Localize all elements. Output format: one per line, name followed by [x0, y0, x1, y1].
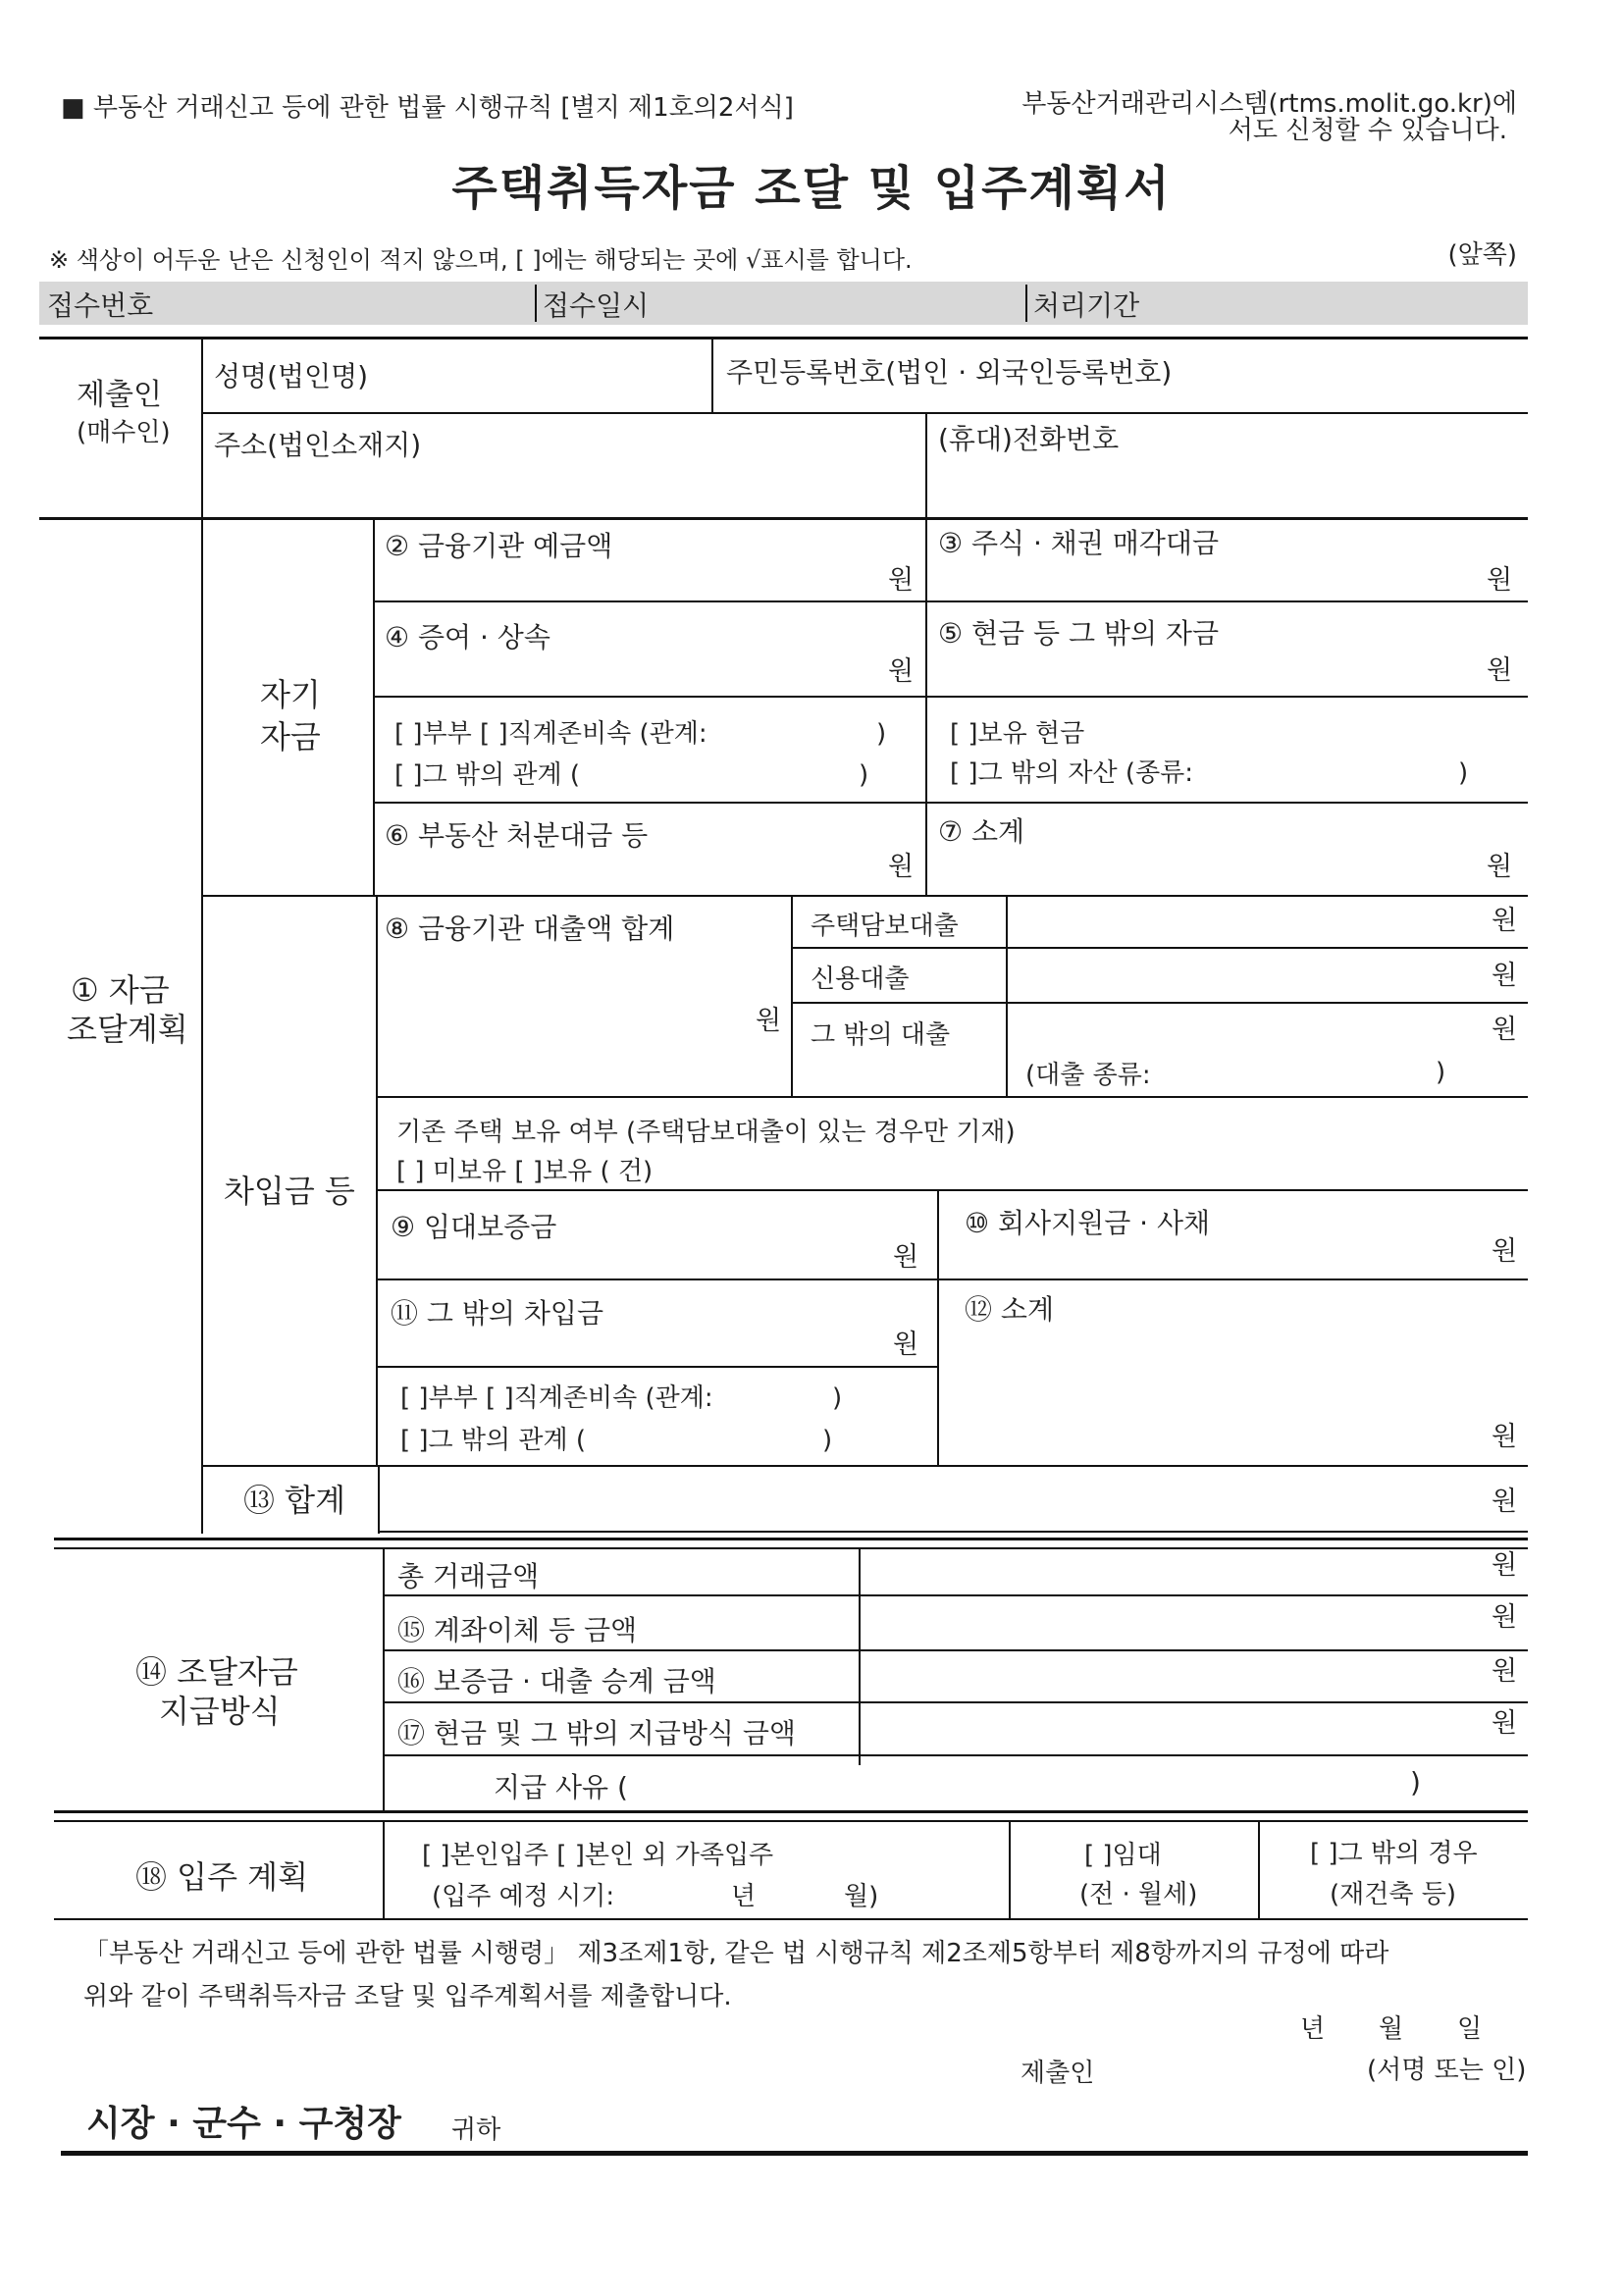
deposit-field[interactable]: ② 금융기관 예금액 [385, 530, 613, 562]
gift-relation-line2[interactable]: [ ]그 밖의 관계 ( [394, 760, 581, 790]
unit-label: 원 [1492, 1602, 1518, 1633]
unit-label: 원 [1492, 1550, 1518, 1581]
unit-label: 원 [1492, 1236, 1518, 1267]
date-month-label: 월 [1379, 2014, 1404, 2044]
company-support-field[interactable]: ⑩ 회사지원금 · 사채 [965, 1207, 1211, 1239]
own-funds-label-line1: 자기 [260, 676, 321, 713]
borrow-relation-line1[interactable]: [ ]부부 [ ]직계존비속 (관계: [400, 1383, 713, 1413]
online-notice-line2: 서도 신청할 수 있습니다. [1228, 116, 1507, 145]
cash-type-line1[interactable]: [ ]보유 현금 [950, 719, 1085, 749]
transfer-amount-label: ⑮ 계좌이체 등 금액 [397, 1614, 638, 1646]
existing-house-options[interactable]: [ ] 미보유 [ ]보유 ( 건) [396, 1157, 654, 1186]
unit-label: 원 [893, 1330, 919, 1360]
total-transaction-label: 총 거래금액 [397, 1560, 540, 1592]
payment-method-label-line1: ⑭ 조달자금 [135, 1653, 298, 1691]
bracket-close: ) [832, 1383, 843, 1413]
declaration-line2: 위와 같이 주택취득자금 조달 및 입주계획서를 제출합니다. [83, 1982, 732, 2011]
unit-label: 원 [756, 1006, 782, 1036]
applicant-id-field[interactable]: 주민등록번호(법인 · 외국인등록번호) [726, 356, 1173, 389]
move-in-date-field[interactable]: (입주 예정 시기: [432, 1882, 615, 1911]
own-subtotal-field[interactable]: ⑦ 소계 [938, 815, 1025, 848]
lease-option[interactable]: [ ]임대 [1084, 1841, 1162, 1870]
honorific-label: 귀하 [451, 2115, 501, 2145]
unit-label: 원 [1487, 852, 1513, 882]
funding-total-label: ⑬ 합계 [243, 1482, 345, 1519]
move-in-self-option[interactable]: [ ]본인입주 [ ]본인 외 가족입주 [422, 1841, 774, 1870]
receipt-number-label: 접수번호 [47, 289, 154, 322]
funding-plan-label-line2: 조달계획 [67, 1011, 188, 1048]
applicant-name-field[interactable]: 성명(법인명) [214, 360, 369, 392]
applicant-phone-field[interactable]: (휴대)전화번호 [938, 423, 1120, 455]
payment-reason-field[interactable]: 지급 사유 ( [494, 1771, 628, 1803]
stocks-field[interactable]: ③ 주식 · 채권 매각대금 [938, 527, 1219, 559]
unit-label: 원 [1487, 655, 1513, 686]
unit-label: 원 [1492, 961, 1518, 991]
deposit-loan-succession-label: ⑯ 보증금 · 대출 승계 금액 [397, 1665, 716, 1697]
bracket-close: ) [1410, 1766, 1421, 1799]
loan-kind-field[interactable]: (대출 종류: [1025, 1061, 1151, 1090]
unit-label: 원 [893, 1242, 919, 1273]
unit-label: 원 [1492, 1708, 1518, 1739]
borrow-relation-line2[interactable]: [ ]그 밖의 관계 ( [400, 1426, 587, 1455]
own-funds-label-line2: 자금 [260, 718, 321, 756]
move-in-year-label: 년 [731, 1882, 757, 1911]
other-case-option[interactable]: [ ]그 밖의 경우 [1310, 1839, 1478, 1868]
receipt-date-label: 접수일시 [543, 289, 650, 322]
mortgage-loan-label: 주택담보대출 [811, 912, 959, 941]
lease-deposit-field[interactable]: ⑨ 임대보증금 [391, 1211, 557, 1243]
date-day-label: 일 [1457, 2014, 1483, 2044]
cash-type-line2[interactable]: [ ]그 밖의 자산 (종류: [950, 758, 1194, 788]
unit-label: 원 [888, 852, 915, 882]
bracket-close: ) [876, 719, 887, 749]
funding-plan-label-line1: ① 자금 [71, 971, 170, 1009]
applicant-address-field[interactable]: 주소(법인소재지) [214, 429, 422, 461]
unit-label: 원 [1492, 1422, 1518, 1452]
applicant-label: 제출인 [77, 378, 162, 412]
applicant-sublabel: (매수인) [77, 418, 171, 447]
online-notice-line1: 부동산거래관리시스템(rtms.molit.go.kr)에 [1021, 89, 1517, 119]
processing-period-label: 처리기간 [1033, 289, 1140, 322]
notice-text: ※ 색상이 어두운 난은 신청인이 적지 않으며, [ ]에는 해당되는 곳에 √표시를 합니다. [49, 246, 913, 274]
loan-total-field[interactable]: ⑧ 금융기관 대출액 합계 [385, 913, 675, 945]
unit-label: 원 [1492, 906, 1518, 936]
borrowed-subtotal-field[interactable]: ⑫ 소계 [965, 1293, 1054, 1326]
other-borrowing-field[interactable]: ⑪ 그 밖의 차입금 [391, 1297, 603, 1330]
bracket-close: ) [1436, 1058, 1446, 1087]
gift-field[interactable]: ④ 증여 · 상속 [385, 621, 550, 653]
unit-label: 원 [1492, 1656, 1518, 1687]
lease-option-sub: (전 · 월세) [1079, 1880, 1198, 1909]
addressee-label: 시장 · 군수 · 구청장 [86, 2104, 401, 2144]
other-loan-label: 그 밖의 대출 [811, 1020, 951, 1050]
document-title: 주택취득자금 조달 및 입주계획서 [451, 161, 1172, 216]
borrowed-funds-label: 차입금 등 [224, 1173, 355, 1210]
bracket-close: ) [1458, 758, 1469, 788]
declaration-line1: 「부동산 거래신고 등에 관한 법률 시행령」 제3조제1항, 같은 법 시행규칙 제2조제5항부터 제8항까지의 규정에 따라 [83, 1939, 1389, 1968]
receipt-strip [39, 282, 1528, 325]
unit-label: 원 [1492, 1487, 1518, 1517]
unit-label: 원 [1487, 565, 1513, 596]
unit-label: 원 [1492, 1015, 1518, 1045]
signature-field[interactable]: (서명 또는 인) [1367, 2056, 1527, 2085]
form-reference: ■ 부동산 거래신고 등에 관한 법률 시행규칙 [별지 제1호의2서식] [61, 93, 794, 123]
unit-label: 원 [888, 565, 915, 596]
bracket-close: ) [822, 1426, 833, 1455]
cash-field[interactable]: ⑤ 현금 등 그 밖의 자금 [938, 617, 1219, 650]
unit-label: 원 [888, 656, 915, 687]
existing-house-question: 기존 주택 보유 여부 (주택담보대출이 있는 경우만 기재) [396, 1118, 1016, 1147]
real-estate-proceeds-field[interactable]: ⑥ 부동산 처분대금 등 [385, 819, 649, 852]
move-in-month-label: 월) [844, 1882, 879, 1911]
submitter-label: 제출인 [1021, 2059, 1095, 2088]
bracket-close: ) [859, 760, 869, 790]
cash-payment-label: ⑰ 현금 및 그 밖의 지급방식 금액 [397, 1717, 796, 1749]
move-in-plan-label: ⑱ 입주 계획 [135, 1858, 308, 1896]
date-year-label: 년 [1300, 2014, 1326, 2044]
other-case-option-sub: (재건축 등) [1330, 1880, 1457, 1909]
payment-method-label-line2: 지급방식 [159, 1693, 281, 1730]
page-side-label: (앞쪽) [1447, 240, 1517, 270]
gift-relation-line1[interactable]: [ ]부부 [ ]직계존비속 (관계: [394, 719, 707, 749]
credit-loan-label: 신용대출 [811, 965, 910, 994]
